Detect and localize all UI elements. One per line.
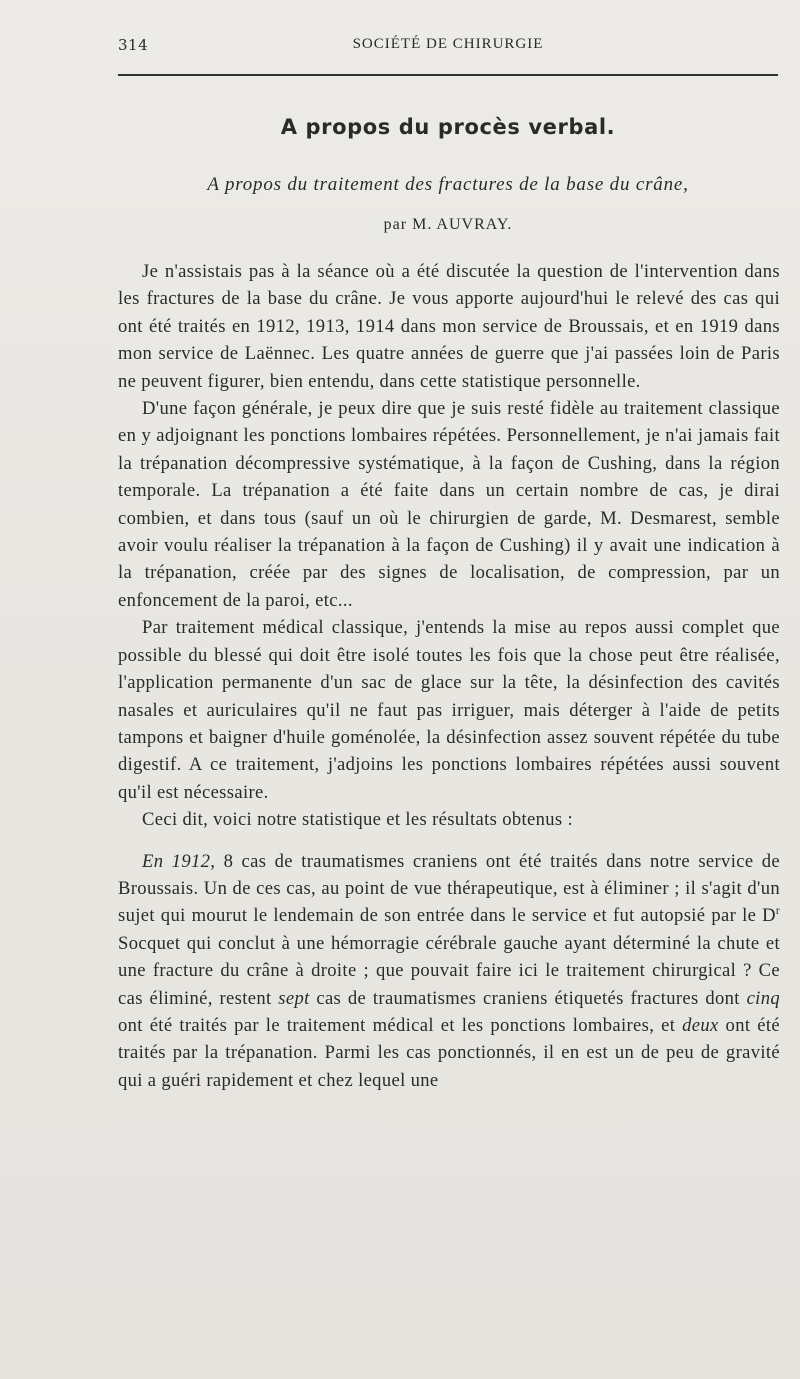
word-sept: sept <box>278 987 310 1009</box>
running-head: SOCIÉTÉ DE CHIRURGIE <box>352 36 544 52</box>
article-author: par M. AUVRAY. <box>383 216 513 233</box>
article-body <box>118 258 780 1094</box>
section-title: A propos du procès verbal. <box>280 115 616 139</box>
paragraph-5 <box>118 848 780 1095</box>
paragraph-5-part-5: ont été traités par la trépanation. Parmi les cas ponctionnés, il en est un de peu de gravité qui a guéri rapidement et chez lequel une <box>118 1014 780 1091</box>
paragraph-5-part-4: ont été traités par le traitement médical et les ponctions lombaires, et <box>118 1014 683 1036</box>
word-deux: deux <box>682 1014 719 1036</box>
page-number: 314 <box>118 36 149 54</box>
article-title: A propos du traitement des fractures de la base du crâne, <box>207 174 689 195</box>
paragraph-2: D'une façon générale, je peux dire que je suis resté fidèle au traitement classique en y adjoignant les ponctions lombaires répétées. Personnellement, je n'ai jamais fait la trépanation décompressive systématique, à la façon de Cushing, dans la région temporale. La trépanation a été faite dans un certain nombre de cas, je dirai combien, et dans tous (sauf un où le chirurgien de garde, M. Desmarest, semble avoir voulu réaliser la trépanation à la façon de Cushing) il y avait une indication à la trépanation, créée par des signes de localisation, de compression, par un enfoncement de la paroi, etc... <box>118 398 780 611</box>
word-cinq: cinq <box>746 987 780 1009</box>
paragraph-1: Je n'assistais pas à la séance où a été discutée la question de l'intervention dans les fractures de la base du crâne. Je vous apporte aujourd'hui le relevé des cas qui ont été traités en 1912, 1913, 1914 dans mon service de Broussais, et en 1919 dans mon service de Laënnec. Les quatre années de guerre que j'ai passées loin de Paris ne peuvent figurer, bien entendu, dans cette statistique personnelle. <box>118 261 780 392</box>
doctor-abbrev-sup: r <box>775 905 780 918</box>
year-1912: En 1912, <box>142 850 216 872</box>
paragraph-5-part-2: Socquet qui conclut à une hémorragie cérébrale gauche ayant déterminé la chute et une fracture du crâne à droite ; que pouvait faire ici le traitement chirurgical ? Ce cas éliminé, restent <box>118 932 780 1009</box>
header-rule <box>118 74 778 76</box>
paragraph-5-part-1: 8 cas de traumatismes craniens ont été traités dans notre service de Broussais. Un de ces cas, au point de vue thérapeutique, est à éliminer ; il s'agit d'un sujet qui mourut le lendemain de son entrée dans le service et fut autopsié par le D <box>118 850 780 927</box>
page-header <box>118 36 778 66</box>
paragraph-5-part-3: cas de traumatismes craniens étiquetés fractures dont <box>309 987 747 1009</box>
paragraph-4: Ceci dit, voici notre statistique et les résultats obtenus : <box>142 809 574 831</box>
paragraph-3: Par traitement médical classique, j'entends la mise au repos aussi complet que possible du blessé qui doit être isolé toutes les fois que la chose peut être réalisée, l'application permanente d'un sac de glace sur la tête, la désinfection des cavités nasales et auriculaires qu'il ne faut pas irriguer, mais déterger à l'aide de petits tampons et baigner d'huile goménolée, la désinfection assez souvent répétée du tube digestif. A ce traitement, j'adjoins les ponctions lombaires répétées aussi souvent qu'il est nécessaire. <box>118 617 780 803</box>
